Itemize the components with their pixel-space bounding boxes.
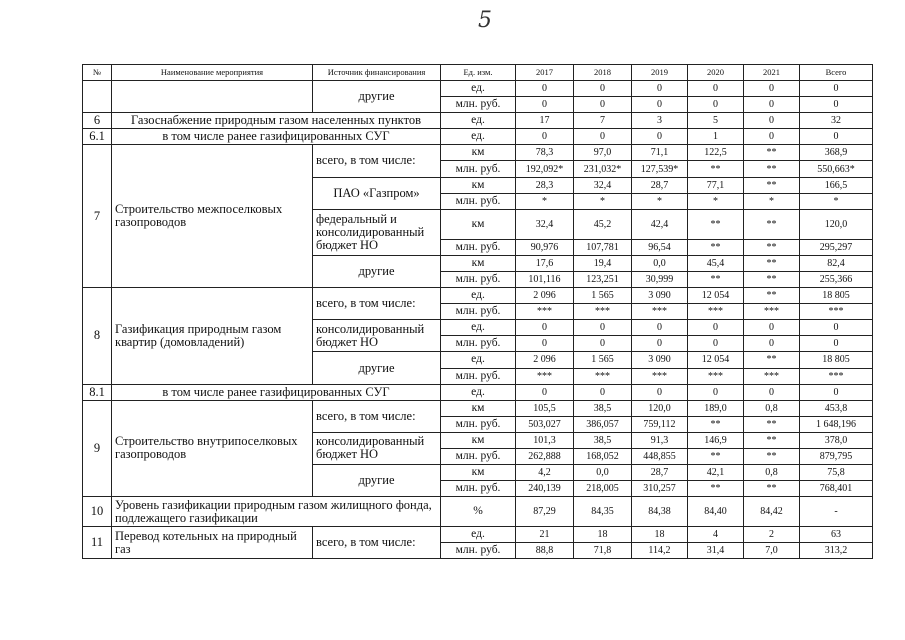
table-cell: 168,052 [574, 448, 632, 464]
table-cell: ** [744, 352, 800, 368]
table-cell: * [574, 193, 632, 209]
table-cell: 7 [83, 145, 112, 288]
table-cell: ед. [441, 81, 516, 97]
table-cell: 3 090 [632, 352, 688, 368]
table-cell: *** [744, 368, 800, 384]
table-cell: млн. руб. [441, 161, 516, 177]
table-cell: 17 [516, 113, 574, 129]
table-cell: 82,4 [800, 255, 873, 271]
table-cell: 0 [632, 97, 688, 113]
header-number: № [83, 65, 112, 81]
table-cell: ** [744, 288, 800, 304]
table-cell: 42,1 [688, 465, 744, 481]
table-cell: 146,9 [688, 432, 744, 448]
table-cell: млн. руб. [441, 448, 516, 464]
header-year-2020: 2020 [688, 65, 744, 81]
table-cell: *** [632, 368, 688, 384]
table-cell: 0 [744, 320, 800, 336]
table-cell: ед. [441, 352, 516, 368]
table-cell: км [441, 255, 516, 271]
table-cell: 7 [574, 113, 632, 129]
table-cell: 448,855 [632, 448, 688, 464]
table-cell: 114,2 [632, 543, 688, 559]
table-cell: 17,6 [516, 255, 574, 271]
table-cell: 84,38 [632, 497, 688, 527]
table-cell: Перевод котельных на природный газ [112, 527, 313, 559]
table-cell: 192,092* [516, 161, 574, 177]
table-cell: 31,4 [688, 543, 744, 559]
table-cell: ** [744, 432, 800, 448]
table-cell: 5 [688, 113, 744, 129]
table-cell: ** [688, 239, 744, 255]
table-cell: 768,401 [800, 481, 873, 497]
table-cell: 0 [744, 113, 800, 129]
table-cell: млн. руб. [441, 336, 516, 352]
table-cell: ед. [441, 129, 516, 145]
table-cell: 3 090 [632, 288, 688, 304]
table-cell: 87,29 [516, 497, 574, 527]
table-cell: 453,8 [800, 400, 873, 416]
table-cell: 0 [632, 129, 688, 145]
table-row [83, 527, 873, 543]
table-cell: 84,35 [574, 497, 632, 527]
table-cell: в том числе ранее газифицированных СУГ [112, 129, 441, 145]
table-cell: ** [744, 239, 800, 255]
table-cell: 8 [83, 288, 112, 385]
table-cell: 2 [744, 527, 800, 543]
table-cell: 91,3 [632, 432, 688, 448]
table-cell: 127,539* [632, 161, 688, 177]
table-cell: 11 [83, 527, 112, 559]
table-cell: другие [313, 255, 441, 287]
table-cell: ** [744, 448, 800, 464]
table-cell: ** [744, 161, 800, 177]
table-cell: 101,3 [516, 432, 574, 448]
table-cell: 18 [574, 527, 632, 543]
table-cell: 0 [688, 336, 744, 352]
table-cell: 1 565 [574, 352, 632, 368]
table-cell: 0 [574, 384, 632, 400]
table-cell: 42,4 [632, 209, 688, 239]
table-row [83, 129, 873, 145]
table-cell: ** [744, 145, 800, 161]
header-year-2017: 2017 [516, 65, 574, 81]
table-cell: 0 [632, 81, 688, 97]
table-row [83, 113, 873, 129]
table-cell: 18 805 [800, 288, 873, 304]
table-cell: км [441, 177, 516, 193]
table-cell: 0 [516, 320, 574, 336]
table-cell: ** [688, 416, 744, 432]
table-cell: млн. руб. [441, 193, 516, 209]
header-year-2021: 2021 [744, 65, 800, 81]
table-cell: 0 [744, 384, 800, 400]
table-cell: 28,3 [516, 177, 574, 193]
table-cell: всего, в том числе: [313, 145, 441, 177]
table-cell: ПАО «Газпром» [313, 177, 441, 209]
table-cell: млн. руб. [441, 543, 516, 559]
table-cell: 295,297 [800, 239, 873, 255]
table-cell: млн. руб. [441, 239, 516, 255]
table-cell: 240,139 [516, 481, 574, 497]
table-cell: ед. [441, 320, 516, 336]
table-row [83, 384, 873, 400]
table-cell: 368,9 [800, 145, 873, 161]
table-cell: 0,0 [632, 255, 688, 271]
table-cell: Газификация природным газом квартир (домовладений) [112, 288, 313, 385]
table-cell: ** [744, 416, 800, 432]
table-cell: федеральный и консолидированный бюджет НО [313, 209, 441, 255]
table-cell: млн. руб. [441, 416, 516, 432]
table-cell: 3 [632, 113, 688, 129]
table-cell: 28,7 [632, 465, 688, 481]
table-header-row [83, 65, 873, 81]
table-cell: 0 [744, 336, 800, 352]
table-cell: 313,2 [800, 543, 873, 559]
table-cell: 45,2 [574, 209, 632, 239]
table-cell: 7,0 [744, 543, 800, 559]
table-cell: *** [632, 304, 688, 320]
table-cell: 262,888 [516, 448, 574, 464]
table-cell: 4,2 [516, 465, 574, 481]
table-cell: Газоснабжение природным газом населенных пунктов [112, 113, 441, 129]
table-cell: 45,4 [688, 255, 744, 271]
table-cell: 18 805 [800, 352, 873, 368]
table-row [83, 497, 873, 527]
table-cell: 88,8 [516, 543, 574, 559]
table-cell: * [632, 193, 688, 209]
table-cell: 0 [800, 97, 873, 113]
table-cell: *** [800, 304, 873, 320]
table-cell: *** [516, 304, 574, 320]
table-cell: ед. [441, 527, 516, 543]
table-cell: 71,1 [632, 145, 688, 161]
table-cell: 0,0 [574, 465, 632, 481]
table-cell: 6.1 [83, 129, 112, 145]
table-cell: 310,257 [632, 481, 688, 497]
table-cell: 0 [516, 129, 574, 145]
table-cell: 0 [800, 81, 873, 97]
table-row [83, 288, 873, 304]
table-cell: консолидированный бюджет НО [313, 320, 441, 352]
table-cell: 120,0 [800, 209, 873, 239]
table-cell: 0 [574, 336, 632, 352]
table-row [83, 145, 873, 161]
table-cell: 0,8 [744, 465, 800, 481]
table-cell: 0 [688, 320, 744, 336]
table-cell: 97,0 [574, 145, 632, 161]
table-cell: 0 [800, 336, 873, 352]
table-cell: 4 [688, 527, 744, 543]
table-cell: ** [688, 481, 744, 497]
table-cell: Строительство внутрипоселковых газопроводов [112, 400, 313, 497]
table-cell: 78,3 [516, 145, 574, 161]
table-cell: 0 [516, 336, 574, 352]
table-cell: *** [744, 304, 800, 320]
table-cell: 1 565 [574, 288, 632, 304]
table-cell: 0 [744, 97, 800, 113]
table-cell: * [516, 193, 574, 209]
table-cell: ** [688, 161, 744, 177]
table-cell: другие [313, 465, 441, 497]
table-cell: 0 [744, 81, 800, 97]
table-cell: км [441, 400, 516, 416]
header-unit: Ед. изм. [441, 65, 516, 81]
table-cell: 84,40 [688, 497, 744, 527]
table-cell: Строительство межпоселковых газопроводов [112, 145, 313, 288]
table-cell: 90,976 [516, 239, 574, 255]
table-cell: 77,1 [688, 177, 744, 193]
table-cell: ед. [441, 113, 516, 129]
table-cell: 38,5 [574, 400, 632, 416]
table-cell: 1 648,196 [800, 416, 873, 432]
table-cell: другие [313, 352, 441, 384]
financing-table [82, 64, 873, 559]
table-cell: 0 [632, 320, 688, 336]
table-cell: млн. руб. [441, 271, 516, 287]
header-total: Всего [800, 65, 873, 81]
table-cell: *** [574, 304, 632, 320]
table-body [83, 81, 873, 559]
table-cell: 218,005 [574, 481, 632, 497]
table-cell: 0 [688, 97, 744, 113]
table-cell [112, 81, 313, 113]
table-cell: 123,251 [574, 271, 632, 287]
table-cell: 18 [632, 527, 688, 543]
table-cell: 120,0 [632, 400, 688, 416]
table-cell: в том числе ранее газифицированных СУГ [112, 384, 441, 400]
table-cell: 19,4 [574, 255, 632, 271]
table-cell: 38,5 [574, 432, 632, 448]
table-cell: 32 [800, 113, 873, 129]
table-cell: млн. руб. [441, 97, 516, 113]
table-cell: 0 [800, 320, 873, 336]
table-cell: *** [516, 368, 574, 384]
table-cell: 503,027 [516, 416, 574, 432]
table-cell: 107,781 [574, 239, 632, 255]
table-cell: млн. руб. [441, 304, 516, 320]
table-cell: км [441, 145, 516, 161]
table-cell: 0 [574, 97, 632, 113]
table-cell: 879,795 [800, 448, 873, 464]
header-funding-source: Источник финансирования [313, 65, 441, 81]
table-cell: 101,116 [516, 271, 574, 287]
table-cell: 122,5 [688, 145, 744, 161]
table-cell: ** [744, 481, 800, 497]
table-cell: 21 [516, 527, 574, 543]
table-cell: км [441, 432, 516, 448]
table-cell: ** [688, 448, 744, 464]
table-cell: консолидированный бюджет НО [313, 432, 441, 464]
table-cell: км [441, 209, 516, 239]
table-cell: 32,4 [516, 209, 574, 239]
table-cell: 0 [574, 320, 632, 336]
table-cell: 759,112 [632, 416, 688, 432]
table-cell: 0,8 [744, 400, 800, 416]
table-cell: 63 [800, 527, 873, 543]
table-cell: 166,5 [800, 177, 873, 193]
table-cell: 105,5 [516, 400, 574, 416]
table-cell: 255,366 [800, 271, 873, 287]
table-cell: 0 [800, 384, 873, 400]
table-cell: млн. руб. [441, 481, 516, 497]
table-cell: млн. руб. [441, 368, 516, 384]
table-cell: 2 096 [516, 288, 574, 304]
table-cell: 0 [688, 81, 744, 97]
table-cell: 0 [516, 97, 574, 113]
table-cell: % [441, 497, 516, 527]
table-cell: 32,4 [574, 177, 632, 193]
table-cell: ** [744, 209, 800, 239]
table-cell [83, 81, 112, 113]
table-cell: * [800, 193, 873, 209]
table-cell: 0 [574, 81, 632, 97]
table-cell: 378,0 [800, 432, 873, 448]
table-cell: всего, в том числе: [313, 527, 441, 559]
table-cell: 0 [744, 129, 800, 145]
table-cell: - [800, 497, 873, 527]
header-year-2018: 2018 [574, 65, 632, 81]
header-activity-name: Наименование мероприятия [112, 65, 313, 81]
table-cell: Уровень газификации природным газом жилищного фонда, подлежащего газификации [112, 497, 441, 527]
table-cell: 28,7 [632, 177, 688, 193]
table-cell: 189,0 [688, 400, 744, 416]
table-cell: ** [744, 271, 800, 287]
table-cell: 0 [516, 81, 574, 97]
table-cell: 30,999 [632, 271, 688, 287]
table-cell: 75,8 [800, 465, 873, 481]
table-cell: 550,663* [800, 161, 873, 177]
table-cell: 2 096 [516, 352, 574, 368]
table-cell: 0 [632, 384, 688, 400]
table-cell: 84,42 [744, 497, 800, 527]
table-cell: всего, в том числе: [313, 288, 441, 320]
table-cell: 1 [688, 129, 744, 145]
table-cell: ** [688, 209, 744, 239]
table-cell: ** [744, 255, 800, 271]
table-cell: *** [688, 304, 744, 320]
table-cell: *** [688, 368, 744, 384]
table-cell: 96,54 [632, 239, 688, 255]
table-cell: 9 [83, 400, 112, 497]
table-cell: 12 054 [688, 352, 744, 368]
page-number: 5 [478, 8, 492, 33]
table-cell: 6 [83, 113, 112, 129]
table-cell: всего, в том числе: [313, 400, 441, 432]
header-year-2019: 2019 [632, 65, 688, 81]
table-cell: км [441, 465, 516, 481]
table-cell: 0 [632, 336, 688, 352]
table-cell: ** [688, 271, 744, 287]
table-cell: * [744, 193, 800, 209]
table-cell: ** [744, 177, 800, 193]
table-cell: 12 054 [688, 288, 744, 304]
table-cell: 10 [83, 497, 112, 527]
table-row [83, 81, 873, 97]
table-cell: 386,057 [574, 416, 632, 432]
table-cell: 0 [574, 129, 632, 145]
table-row [83, 400, 873, 416]
table-cell: 0 [516, 384, 574, 400]
table-cell: *** [574, 368, 632, 384]
table-cell: 71,8 [574, 543, 632, 559]
table-cell: ед. [441, 384, 516, 400]
table-cell: ед. [441, 288, 516, 304]
table-cell: * [688, 193, 744, 209]
table-cell: *** [800, 368, 873, 384]
table-cell: 8.1 [83, 384, 112, 400]
table-cell: 0 [800, 129, 873, 145]
table-cell: 0 [688, 384, 744, 400]
table-cell: другие [313, 81, 441, 113]
table-cell: 231,032* [574, 161, 632, 177]
